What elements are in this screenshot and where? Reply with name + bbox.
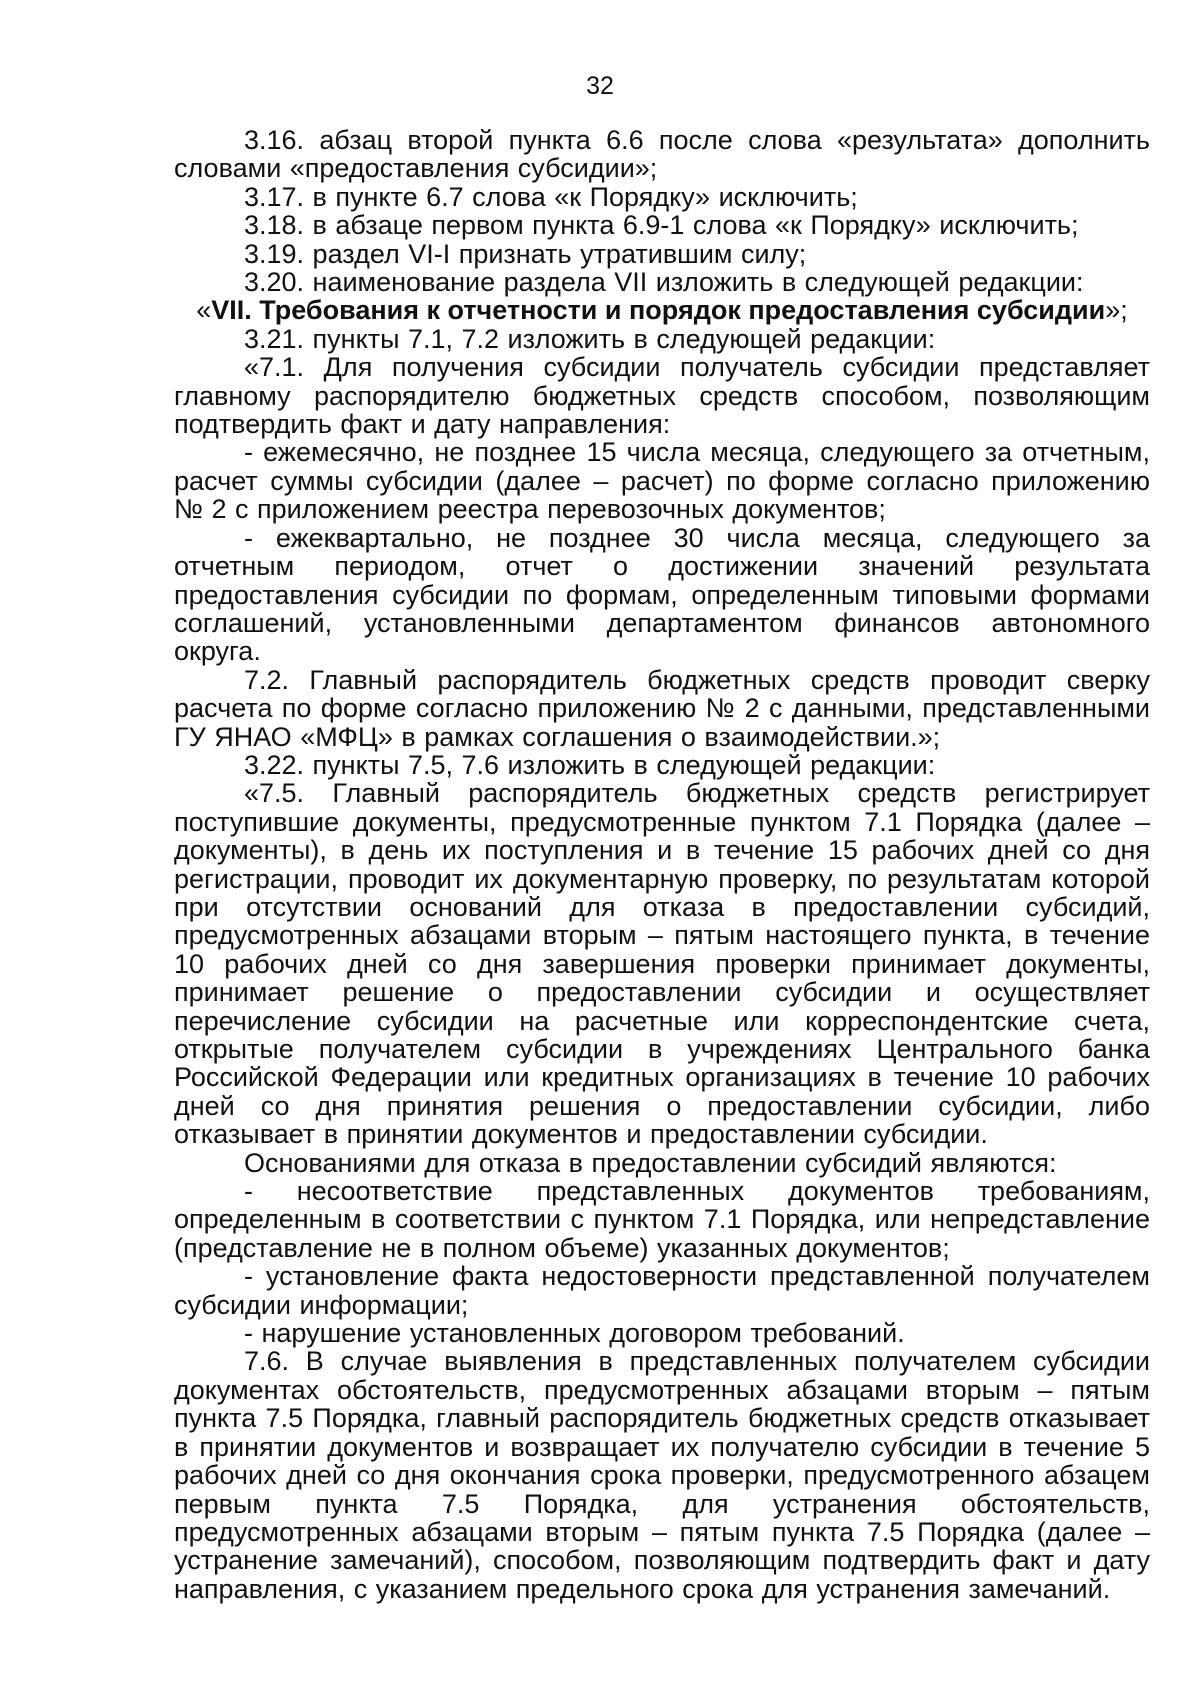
heading-title: VII. Требования к отчетности и порядок предоставления субсидии (211, 295, 1106, 326)
paragraph-refusal-grounds: Основаниями для отказа в предоставлении субсидий являются: (244, 1147, 1057, 1178)
paragraph-3-20: 3.20. наименование раздела VII изложить в следующей редакции: (244, 267, 1084, 298)
heading-close-quote: »; (1105, 295, 1128, 326)
paragraph-3-17: 3.17. в пункте 6.7 слова «к Порядку» исключить; (244, 181, 858, 212)
paragraph-refusal-2: - установление факта недостоверности представленной получателем субсидии информации; (174, 1261, 1150, 1320)
paragraph-7-1-monthly: - ежемесячно, не позднее 15 числа месяца, следующего за отчетным, расчет суммы субсидии (далее – расчет) по форме согласно приложению № 2 с приложением реестра перевозочных документов; (174, 437, 1150, 525)
paragraph-7-5: «7.5. Главный распорядитель бюджетных средств регистрирует поступившие документы, предусмотренные пунктом 7.1 Порядка (далее – документы), в день их поступления и в течение 15 рабочих дней со дня регистрации, проводит их документарную проверку, по результатам которой при отсутствии оснований для отказа в предоставлении субсидий, предусмотренных абзацами вторым – пятым настоящего пункта, в течение 10 рабочих дней со дня завершения проверки принимает документы, принимает решение о предоставлении субсидии и осуществляет перечисление субсидии на расчетные или корреспондентские счета, открытые получателем субсидии в учреждениях Центрального банка Российской Федерации или кредитных организациях в течение 10 рабочих дней со дня принятия решения о предоставлении субсидии, либо отказывает в принятии документов и предоставлении субсидии. (174, 778, 1150, 1150)
paragraph-7-2: 7.2. Главный распорядитель бюджетных средств проводит сверку расчета по форме согласно приложению № 2 с данными, представленными ГУ ЯНАО «МФЦ» в рамках соглашения о взаимодействии.»; (174, 664, 1150, 752)
heading-open-quote: « (196, 295, 212, 326)
page-number: 32 (586, 72, 614, 100)
paragraph-3-19: 3.19. раздел VI-I признать утратившим силу; (244, 238, 807, 269)
paragraph-7-1: «7.1. Для получения субсидии получатель субсидии представляет главному распорядителю бюджетных средств способом, позволяющим подтвердить факт и дату направления: (174, 352, 1150, 440)
paragraph-3-21: 3.21. пункты 7.1, 7.2 изложить в следующей редакции: (244, 323, 936, 354)
paragraph-7-1-quarterly: - ежеквартально, не позднее 30 числа месяца, следующего за отчетным периодом, отчет о достижении значений результата предоставления субсидии по формам, определенным типовыми формами соглашений, установленными департаментом финансов автономного округа. (174, 522, 1150, 667)
paragraph-3-22: 3.22. пункты 7.5, 7.6 изложить в следующей редакции: (244, 749, 936, 780)
document-body (174, 126, 1150, 1603)
paragraph-refusal-3: - нарушение установленных договором требований. (244, 1318, 905, 1349)
paragraph-3-16: 3.16. абзац второй пункта 6.6 после слова «результата» дополнить словами «предоставления субсидии»; (174, 125, 1150, 184)
paragraph-refusal-1: - несоответствие представленных документов требованиям, определенным в соответствии с пунктом 7.1 Порядка, или непредставление (представление не в полном объеме) указанных документов; (174, 1176, 1150, 1263)
section-vii-heading (174, 296, 1150, 324)
paragraph-3-18: 3.18. в абзаце первом пункта 6.9-1 слова «к Порядку» исключить; (244, 210, 1079, 241)
paragraph-7-6: 7.6. В случае выявления в представленных получателем субсидии документах обстоятельств, предусмотренных абзацами вторым – пятым пункта 7.5 Порядка, главный распорядитель бюджетных средств отказывает в принятии документов и возвращает их получателю субсидии в течение 5 рабочих дней со дня окончания срока проверки, предусмотренного абзацем первым пункта 7.5 Порядка, для устранения обстоятельств, предусмотренных абзацами вторым – пятым пункта 7.5 Порядка (далее – устранение замечаний), способом, позволяющим подтвердить факт и дату направления, с указанием предельного срока для устранения замечаний. (174, 1346, 1150, 1604)
